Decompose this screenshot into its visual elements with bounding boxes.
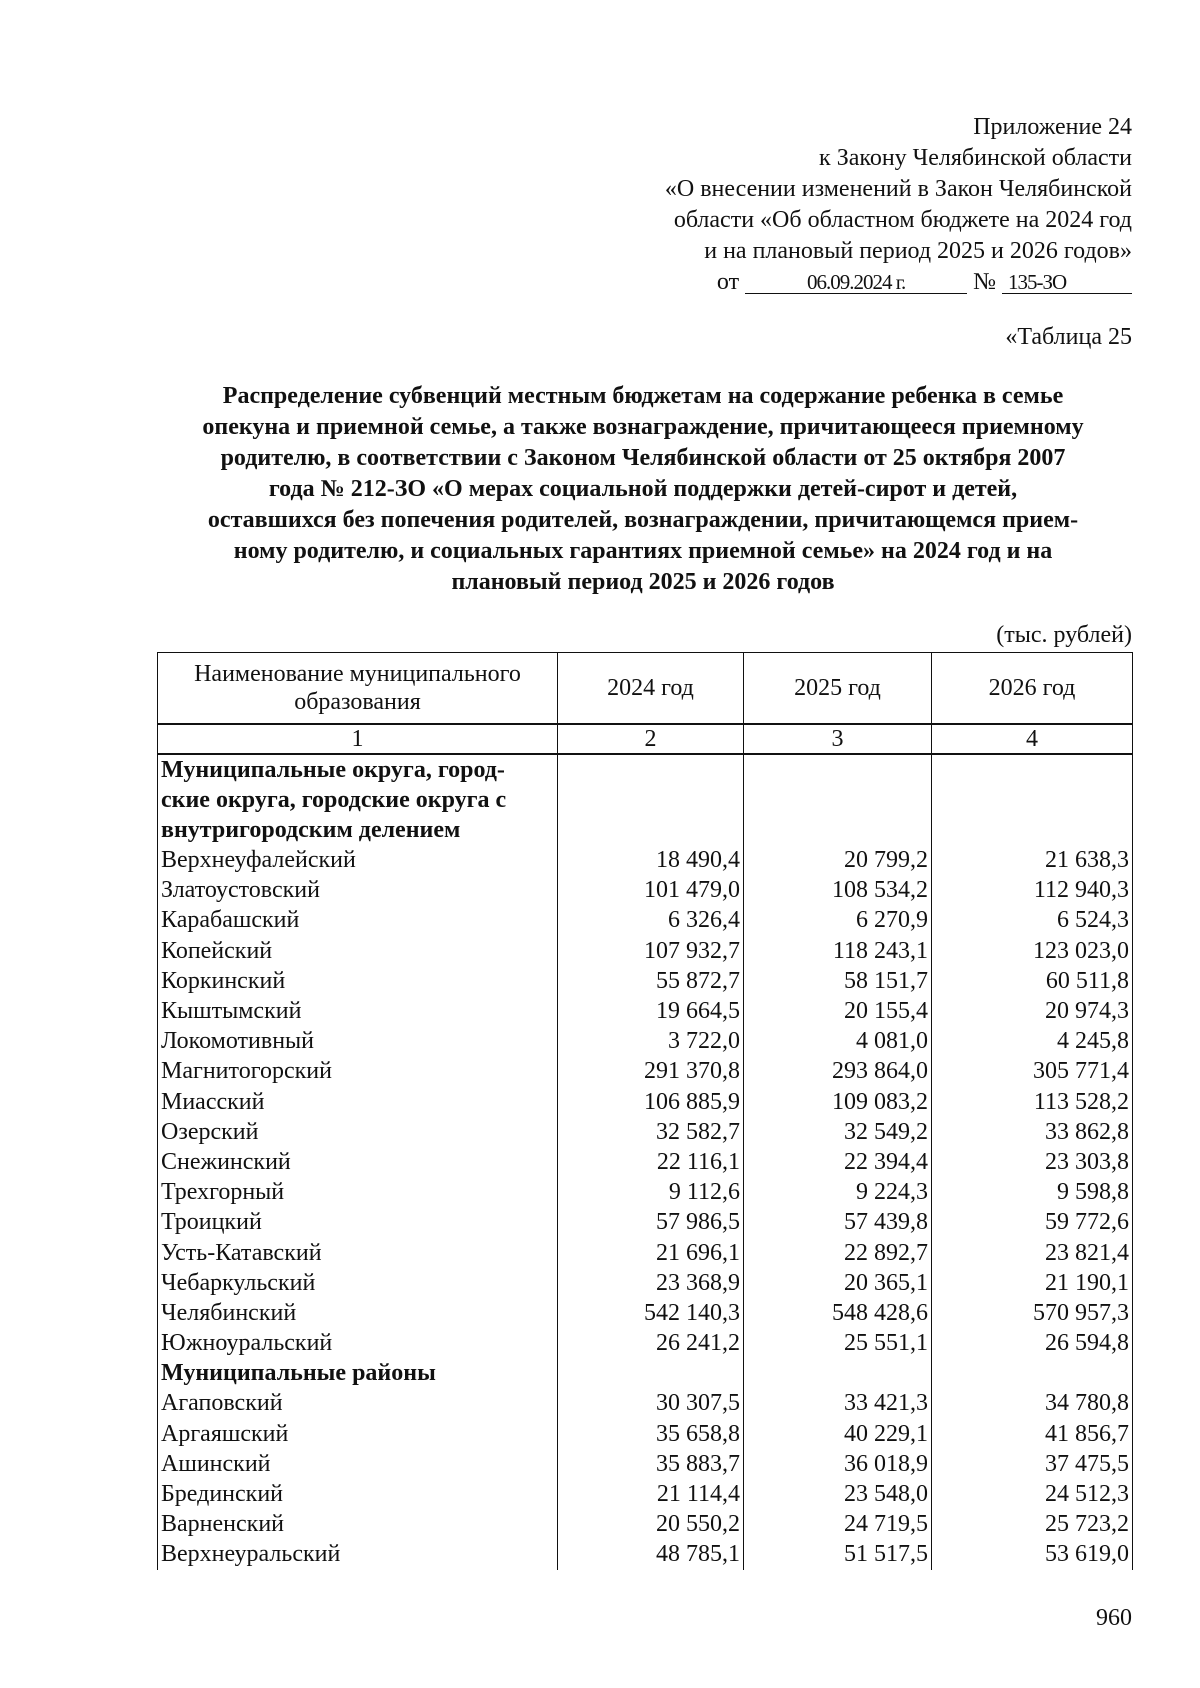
value-2026: 41 856,7 bbox=[932, 1419, 1133, 1449]
table-group-row bbox=[158, 754, 1133, 845]
header-line: «О внесении изменений в Закон Челябинской bbox=[664, 176, 1132, 202]
title-line: ному родителю, и социальных гарантиях приемной семье» на 2024 год и на bbox=[233, 538, 1053, 564]
value-2026 bbox=[932, 754, 1133, 845]
municipality-name: Варненский bbox=[158, 1509, 558, 1539]
value-2026: 6 524,3 bbox=[932, 905, 1133, 935]
value-2026: 112 940,3 bbox=[932, 875, 1133, 905]
value-2026: 33 862,8 bbox=[932, 1117, 1133, 1147]
table-row bbox=[158, 1298, 1133, 1328]
title-line: года № 212-ЗО «О мерах социальной поддержки детей-сирот и детей, bbox=[268, 476, 1018, 502]
value-2026: 9 598,8 bbox=[932, 1177, 1133, 1207]
value-2024: 23 368,9 bbox=[558, 1268, 744, 1298]
value-2025: 51 517,5 bbox=[744, 1539, 932, 1569]
table-row bbox=[158, 1207, 1133, 1237]
value-2024: 55 872,7 bbox=[558, 966, 744, 996]
value-2025: 548 428,6 bbox=[744, 1298, 932, 1328]
column-number: 3 bbox=[744, 724, 932, 754]
value-2025: 58 151,7 bbox=[744, 966, 932, 996]
table-row bbox=[158, 1087, 1133, 1117]
value-2025: 109 083,2 bbox=[744, 1087, 932, 1117]
value-2024: 30 307,5 bbox=[558, 1388, 744, 1418]
value-2025: 108 534,2 bbox=[744, 875, 932, 905]
title-line: опекуна и приемной семье, а также вознаграждение, причитающееся приемному bbox=[202, 414, 1084, 440]
value-2024: 21 696,1 bbox=[558, 1237, 744, 1267]
value-2026: 26 594,8 bbox=[932, 1328, 1133, 1358]
value-2026: 24 512,3 bbox=[932, 1479, 1133, 1509]
municipality-name: Озерский bbox=[158, 1117, 558, 1147]
value-2024: 21 114,4 bbox=[558, 1479, 744, 1509]
municipality-name: Копейский bbox=[158, 936, 558, 966]
value-2024 bbox=[558, 754, 744, 845]
header-line: к Закону Челябинской области bbox=[819, 145, 1132, 171]
column-number: 2 bbox=[558, 724, 744, 754]
value-2024: 57 986,5 bbox=[558, 1207, 744, 1237]
municipality-name: Коркинский bbox=[158, 966, 558, 996]
title-line: Распределение субвенций местным бюджетам на содержание ребенка в семье bbox=[222, 383, 1064, 409]
value-2024: 35 658,8 bbox=[558, 1419, 744, 1449]
table-row bbox=[158, 1479, 1133, 1509]
value-2026: 21 638,3 bbox=[932, 845, 1133, 875]
table-body bbox=[158, 754, 1133, 1570]
value-2024: 48 785,1 bbox=[558, 1539, 744, 1569]
column-number: 1 bbox=[158, 724, 558, 754]
value-2024: 101 479,0 bbox=[558, 875, 744, 905]
value-2025: 20 799,2 bbox=[744, 845, 932, 875]
value-2026: 113 528,2 bbox=[932, 1087, 1133, 1117]
value-2024: 22 116,1 bbox=[558, 1147, 744, 1177]
municipality-name: Троицкий bbox=[158, 1207, 558, 1237]
value-2026: 4 245,8 bbox=[932, 1026, 1133, 1056]
value-2026: 123 023,0 bbox=[932, 936, 1133, 966]
value-2026 bbox=[932, 1358, 1133, 1388]
municipality-name: Ашинский bbox=[158, 1449, 558, 1479]
table-group-row bbox=[158, 1358, 1133, 1388]
value-2026: 60 511,8 bbox=[932, 966, 1133, 996]
table-row bbox=[158, 1509, 1133, 1539]
table-row bbox=[158, 1419, 1133, 1449]
value-2025: 9 224,3 bbox=[744, 1177, 932, 1207]
column-header-name: Наименование муниципального образования bbox=[158, 653, 558, 725]
table-row bbox=[158, 996, 1133, 1026]
value-2026: 305 771,4 bbox=[932, 1056, 1133, 1086]
value-2025: 33 421,3 bbox=[744, 1388, 932, 1418]
table-row bbox=[158, 845, 1133, 875]
value-2026: 570 957,3 bbox=[932, 1298, 1133, 1328]
value-2024: 106 885,9 bbox=[558, 1087, 744, 1117]
law-reference-line bbox=[665, 267, 1132, 298]
municipality-name: Миасский bbox=[158, 1087, 558, 1117]
municipality-name: Локомотивный bbox=[158, 1026, 558, 1056]
column-number: 4 bbox=[932, 724, 1133, 754]
municipality-name: Южноуральский bbox=[158, 1328, 558, 1358]
table-row bbox=[158, 875, 1133, 905]
table-label: «Таблица 25 bbox=[1005, 324, 1132, 350]
value-2026: 37 475,5 bbox=[932, 1449, 1133, 1479]
value-2025: 32 549,2 bbox=[744, 1117, 932, 1147]
table-row bbox=[158, 1177, 1133, 1207]
from-label: от bbox=[716, 269, 740, 295]
value-2024: 3 722,0 bbox=[558, 1026, 744, 1056]
value-2024: 9 112,6 bbox=[558, 1177, 744, 1207]
value-2025: 22 892,7 bbox=[744, 1237, 932, 1267]
value-2026: 34 780,8 bbox=[932, 1388, 1133, 1418]
table-row bbox=[158, 1026, 1133, 1056]
municipality-name: Златоустовский bbox=[158, 875, 558, 905]
column-header-2024: 2024 год bbox=[558, 653, 744, 725]
municipality-name: Карабашский bbox=[158, 905, 558, 935]
table-row bbox=[158, 1237, 1133, 1267]
value-2025: 57 439,8 bbox=[744, 1207, 932, 1237]
value-2025: 293 864,0 bbox=[744, 1056, 932, 1086]
value-2025: 23 548,0 bbox=[744, 1479, 932, 1509]
header-line: Приложение 24 bbox=[973, 114, 1132, 140]
table-row bbox=[158, 1328, 1133, 1358]
document-title bbox=[150, 381, 1136, 598]
municipality-name: Кыштымский bbox=[158, 996, 558, 1026]
value-2026: 53 619,0 bbox=[932, 1539, 1133, 1569]
value-2024 bbox=[558, 1358, 744, 1388]
subsidy-table bbox=[157, 652, 1133, 1570]
value-2025: 20 365,1 bbox=[744, 1268, 932, 1298]
value-2024: 107 932,7 bbox=[558, 936, 744, 966]
title-line: плановый период 2025 и 2026 годов bbox=[451, 569, 835, 595]
value-2024: 291 370,8 bbox=[558, 1056, 744, 1086]
column-header-2026: 2026 год bbox=[932, 653, 1133, 725]
value-2025: 25 551,1 bbox=[744, 1328, 932, 1358]
column-number-row bbox=[158, 724, 1133, 754]
value-2026: 20 974,3 bbox=[932, 996, 1133, 1026]
table-row bbox=[158, 1539, 1133, 1569]
number-label: № bbox=[973, 269, 996, 295]
table-header-row bbox=[158, 653, 1133, 725]
value-2025: 22 394,4 bbox=[744, 1147, 932, 1177]
value-2025 bbox=[744, 1358, 932, 1388]
law-number: 135-ЗО bbox=[1002, 271, 1132, 294]
table-row bbox=[158, 1449, 1133, 1479]
value-2024: 20 550,2 bbox=[558, 1509, 744, 1539]
title-line: оставшихся без попечения родителей, вознаграждении, причитающемся прием- bbox=[207, 507, 1079, 533]
value-2024: 35 883,7 bbox=[558, 1449, 744, 1479]
municipality-name: Верхнеуральский bbox=[158, 1539, 558, 1569]
value-2024: 6 326,4 bbox=[558, 905, 744, 935]
value-2024: 26 241,2 bbox=[558, 1328, 744, 1358]
municipality-name: Муниципальные районы bbox=[158, 1358, 558, 1388]
units-label: (тыс. рублей) bbox=[996, 622, 1132, 648]
value-2024: 542 140,3 bbox=[558, 1298, 744, 1328]
municipality-name: Усть-Катавский bbox=[158, 1237, 558, 1267]
municipality-name: Верхнеуфалейский bbox=[158, 845, 558, 875]
value-2025: 36 018,9 bbox=[744, 1449, 932, 1479]
municipality-name: Магнитогорский bbox=[158, 1056, 558, 1086]
header-line: и на плановый период 2025 и 2026 годов» bbox=[704, 238, 1132, 264]
value-2026: 59 772,6 bbox=[932, 1207, 1133, 1237]
value-2025: 24 719,5 bbox=[744, 1509, 932, 1539]
municipality-name: Чебаркульский bbox=[158, 1268, 558, 1298]
value-2026: 21 190,1 bbox=[932, 1268, 1133, 1298]
municipality-name: Муниципальные округа, город- ские округа, городские округа с внутригородским делением bbox=[158, 754, 558, 845]
table-row bbox=[158, 1268, 1133, 1298]
value-2025: 20 155,4 bbox=[744, 996, 932, 1026]
value-2024: 32 582,7 bbox=[558, 1117, 744, 1147]
table-row bbox=[158, 1117, 1133, 1147]
value-2025: 118 243,1 bbox=[744, 936, 932, 966]
value-2026: 23 821,4 bbox=[932, 1237, 1133, 1267]
table-row bbox=[158, 905, 1133, 935]
header-line: области «Об областном бюджете на 2024 год bbox=[673, 207, 1132, 233]
column-header-2025: 2025 год bbox=[744, 653, 932, 725]
page-number: 960 bbox=[1096, 1605, 1132, 1631]
table-row bbox=[158, 1388, 1133, 1418]
table-row bbox=[158, 936, 1133, 966]
municipality-name: Аргаяшский bbox=[158, 1419, 558, 1449]
value-2026: 25 723,2 bbox=[932, 1509, 1133, 1539]
value-2024: 19 664,5 bbox=[558, 996, 744, 1026]
municipality-name: Челябинский bbox=[158, 1298, 558, 1328]
municipality-name: Агаповский bbox=[158, 1388, 558, 1418]
table-row bbox=[158, 966, 1133, 996]
law-date: 06.09.2024 г. bbox=[745, 271, 967, 294]
municipality-name: Снежинский bbox=[158, 1147, 558, 1177]
value-2025: 6 270,9 bbox=[744, 905, 932, 935]
appendix-header bbox=[665, 112, 1132, 298]
table-row bbox=[158, 1147, 1133, 1177]
municipality-name: Трехгорный bbox=[158, 1177, 558, 1207]
municipality-name: Брединский bbox=[158, 1479, 558, 1509]
table-row bbox=[158, 1056, 1133, 1086]
value-2025 bbox=[744, 754, 932, 845]
value-2025: 4 081,0 bbox=[744, 1026, 932, 1056]
title-line: родителю, в соответствии с Законом Челябинской области от 25 октября 2007 bbox=[220, 445, 1066, 471]
value-2025: 40 229,1 bbox=[744, 1419, 932, 1449]
value-2026: 23 303,8 bbox=[932, 1147, 1133, 1177]
value-2024: 18 490,4 bbox=[558, 845, 744, 875]
